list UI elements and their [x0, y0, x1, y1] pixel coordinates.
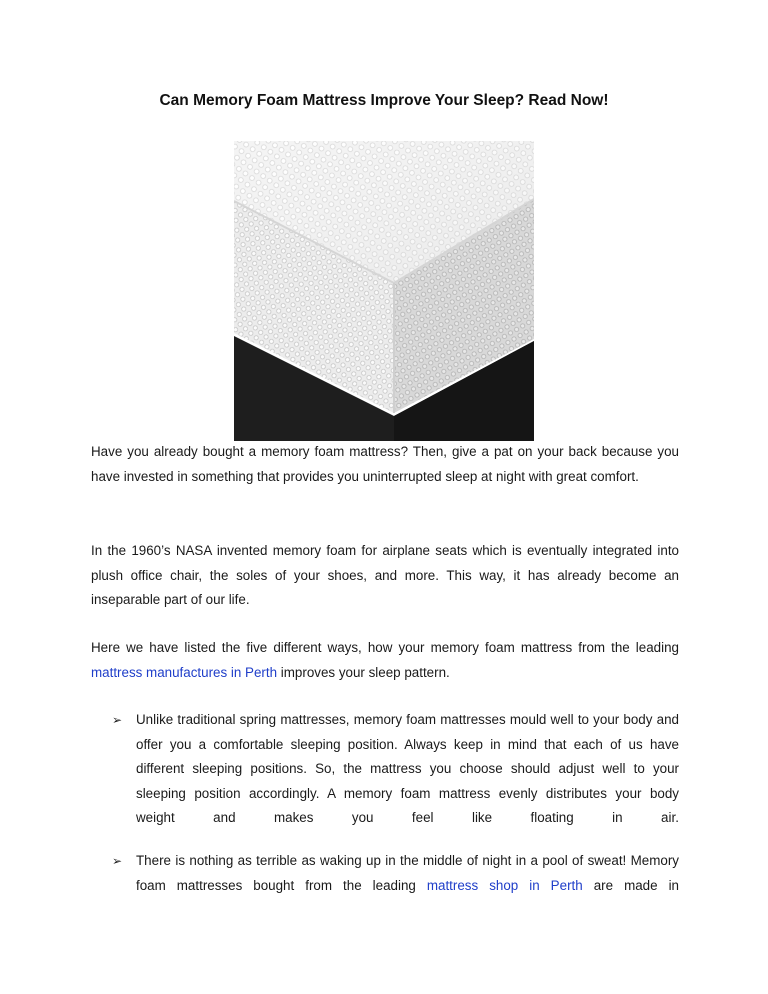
paragraph-2: In the 1960’s NASA invented memory foam for airplane seats which is eventually integrated into plush office chair, the soles of your shoes, and more. This way, it has already become an inseparable part of our life.: [91, 543, 679, 607]
word: you: [351, 810, 374, 825]
mattress-shop-link[interactable]: mattress shop in Perth: [426, 877, 583, 893]
intro-text-end: improves your sleep pattern.: [277, 664, 450, 680]
word: air.: [661, 810, 679, 825]
word: feel: [411, 810, 434, 825]
word: floating: [530, 810, 574, 825]
word: like: [471, 810, 493, 825]
bullet-text: [136, 849, 679, 898]
bullet-last-line: [136, 806, 679, 831]
mattress-manufactures-link[interactable]: mattress manufactures in Perth: [91, 664, 278, 680]
bullet-text-start: There is nothing as terrible as waking up in the middle of night in a pool of sweat! Memory foam mattresses bought from the leading: [136, 853, 679, 893]
arrow-bullet-icon: ➢: [112, 713, 123, 727]
word: in: [612, 810, 623, 825]
bullet-body: Unlike traditional spring mattresses, memory foam mattresses mould well to your body and offer you a comfortable sleeping position. Always keep in mind that each of us have different sleeping positions. So, the mattress you choose should adjust well to your sleeping position accordingly. A memory foam mattress evenly distributes your body: [136, 712, 679, 801]
arrow-bullet-icon: ➢: [112, 854, 123, 868]
word: makes: [273, 810, 314, 825]
paragraph-intro: [91, 636, 679, 685]
word: and: [213, 810, 236, 825]
word: weight: [136, 810, 175, 825]
mattress-photo: [234, 141, 534, 441]
bullet-text-end: are made in: [582, 877, 680, 893]
intro-text: Here we have listed the five different ways, how your memory foam mattress from the leading: [91, 640, 679, 655]
bullet-text: [136, 708, 679, 831]
paragraph-1: Have you already bought a memory foam mattress? Then, give a pat on your back because you have invested in something that provides you uninterrupted sleep at night with great comfort.: [91, 444, 679, 484]
page-title: Can Memory Foam Mattress Improve Your Sleep? Read Now!: [159, 92, 609, 109]
